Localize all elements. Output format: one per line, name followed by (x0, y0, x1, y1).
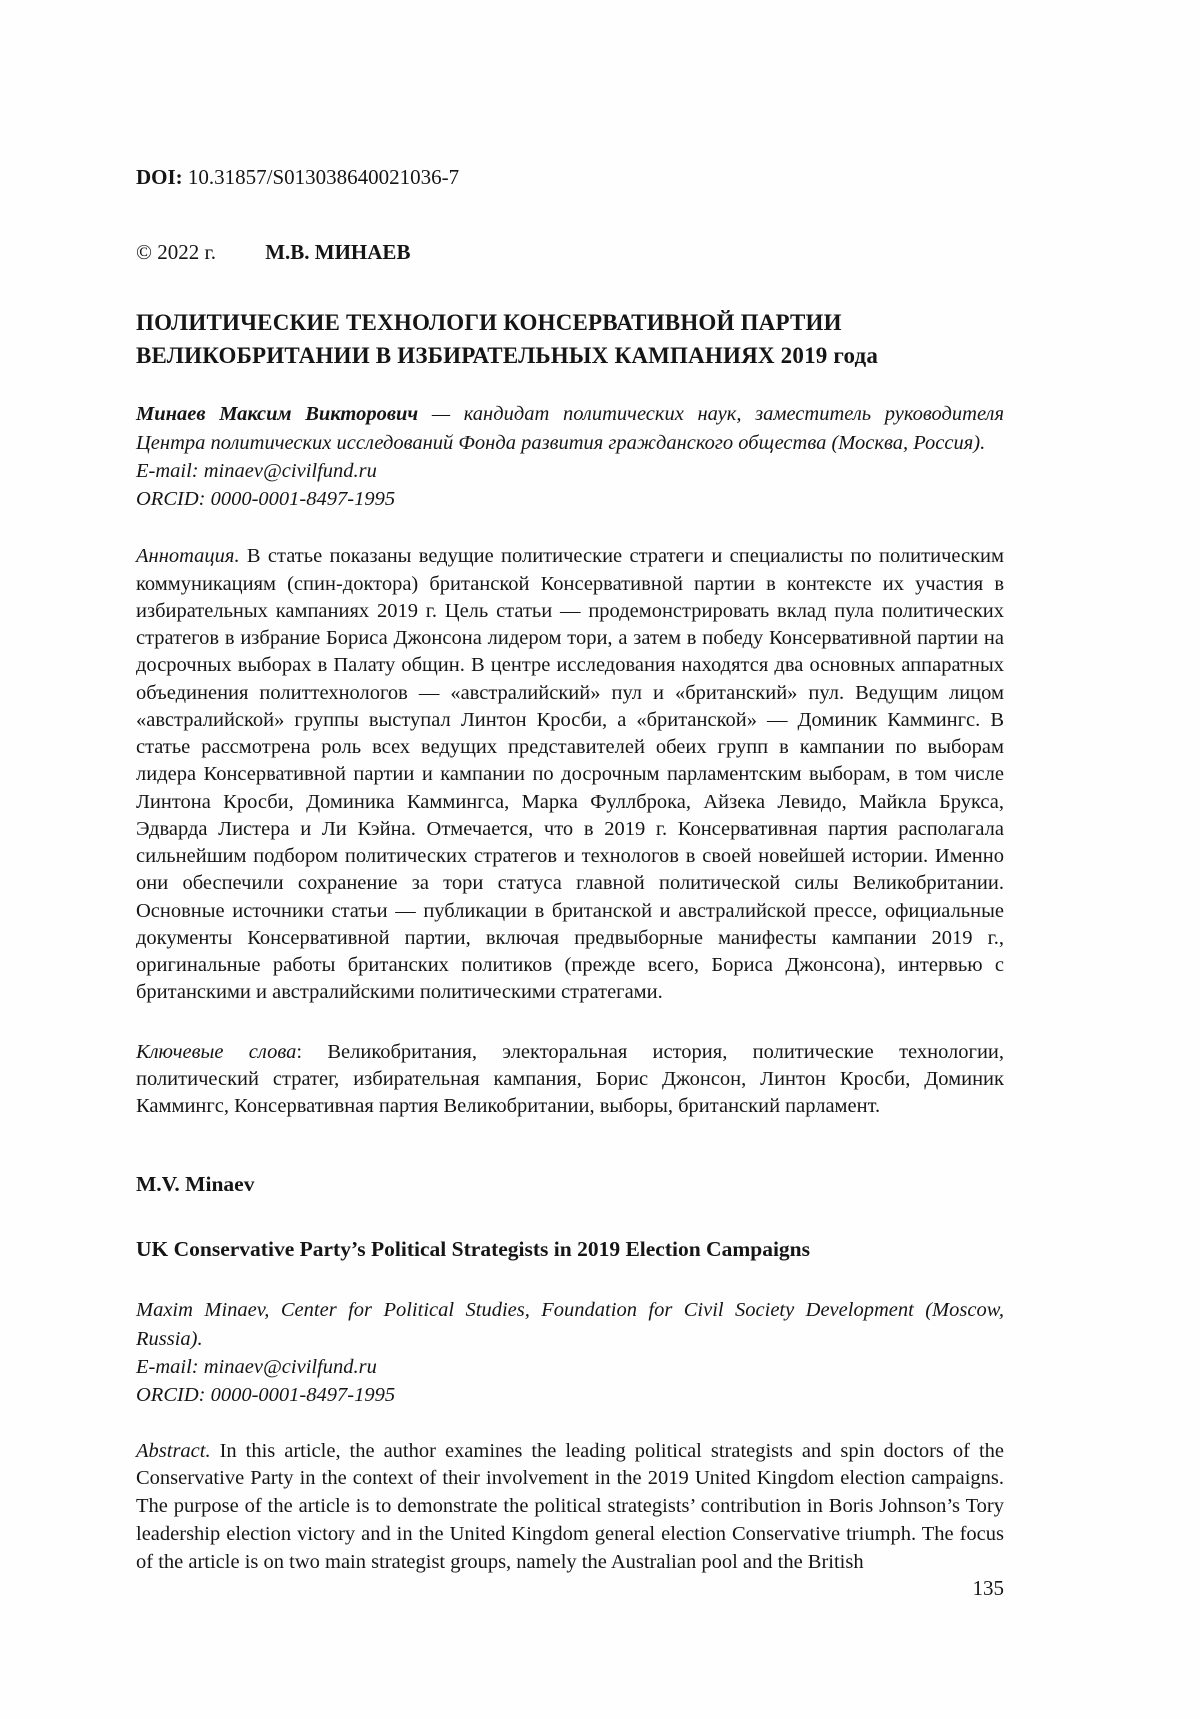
doi-label: DOI: (136, 165, 183, 189)
page-number: 135 (972, 1576, 1004, 1600)
doi-line (136, 165, 1004, 190)
copyright-text: © 2022 г. (136, 240, 216, 264)
annotation-text: В статье показаны ведущие политические стратеги и специалисты по политическим коммуникациям (спин-доктора) британской Консервативной партии в контексте их участия в избирательных кампаниях 2019 г. Цель статьи — продемонстрировать вклад пула политических стратегов в избрание Бориса Джонсона лидером тори, а затем в победу Консервативной партии на досрочных выборах в Палату общин. В центре исследования находятся два основных аппаратных объединения политтехнологов — «австралийский» пул и «британский» пул. Ведущим лицом «австралийской» группы выступал Линтон Кросби, а «британской» — Доминик Каммингс. В статье рассмотрена роль всех ведущих представителей обеих групп в кампании по выборам лидера Консервативной партии и кампании по досрочным парламентским выборам, в том числе Линтона Кросби, Доминика Каммингса, Марка Фуллброка, Айзека Левидо, Майкла Брукса, Эдварда Листера и Ли Кэйна. Отмечается, что в 2019 г. Консервативная партия располагала сильнейшим подбором политических стратегов и технологов в своей новейшей истории. Именно они обеспечили сохранение за тори статуса главной политической силы Великобритании. Основные источники статьи — публикации в британской и австралийской прессе, официальные документы Консервативной партии, включая предвыборные манифесты кампании 2019 г., оригинальные работы британских политиков (прежде всего, Бориса Джонсона), интервью с британскими и австралийскими политическими стратегами. (136, 545, 1004, 1004)
affiliation-en: Maxim Minaev, Center for Political Studies, Foundation for Civil Society Development (Moscow, Russia). (136, 1299, 1004, 1350)
keywords-label: Ключевые слова (136, 1040, 297, 1063)
email-line-en: E-mail: minaev@civilfund.ru (136, 1356, 377, 1378)
email-line-ru: E-mail: minaev@civilfund.ru (136, 459, 377, 482)
orcid-line-ru: ORCID: 0000-0001-8497-1995 (136, 488, 396, 511)
abstract-text: In this article, the author examines the leading political strategists and spin doctors of the Conservative Party in the context of their involvement in the 2019 United Kingdom election campaigns. The purpose of the article is to demonstrate the political strategists’ contribution in Boris Johnson’s Tory leadership election victory and in the United Kingdom general election Conservative triumph. The focus of the article is on two main strategist groups, namely the Australian pool and the British (136, 1439, 1004, 1574)
annotation-paragraph (136, 543, 1004, 1006)
orcid-line-en: ORCID: 0000-0001-8497-1995 (136, 1384, 396, 1407)
author-info-ru (136, 400, 1004, 457)
annotation-label: Аннотация. (136, 545, 240, 568)
abstract-paragraph (136, 1438, 1004, 1577)
article-title-ru: ПОЛИТИЧЕСКИЕ ТЕХНОЛОГИ КОНСЕРВАТИВНОЙ ПАРТИИ ВЕЛИКОБРИТАНИИ В ИЗБИРАТЕЛЬНЫХ КАМПАНИЯХ 2019 года (136, 310, 879, 368)
keywords-paragraph (136, 1039, 1004, 1121)
author-name-ru: Минаев Максим Викторович (136, 403, 419, 426)
copyright-line (136, 240, 1004, 265)
author-name-en: M.V. Minaev (136, 1172, 255, 1197)
keywords-text: : Великобритания, электоральная история, политические технологии, политический стратег, избирательная кампания, Борис Джонсон, Линтон Кросби, Доминик Каммингс, Консервативная партия Великобритании, выборы, британский парламент. (136, 1040, 1005, 1118)
doi-value: 10.31857/S013038640021036-7 (187, 165, 460, 189)
author-name-caps: М.В. МИНАЕВ (265, 240, 411, 264)
article-title-en: UK Conservative Party’s Political Strategists in 2019 Election Campaigns (136, 1237, 810, 1262)
abstract-label: Abstract. (136, 1439, 211, 1462)
author-description-ru: — кандидат политических наук, заместитель руководителя Центра политических исследований Фонда развития гражданского общества (Москва, Россия). (136, 403, 1004, 454)
